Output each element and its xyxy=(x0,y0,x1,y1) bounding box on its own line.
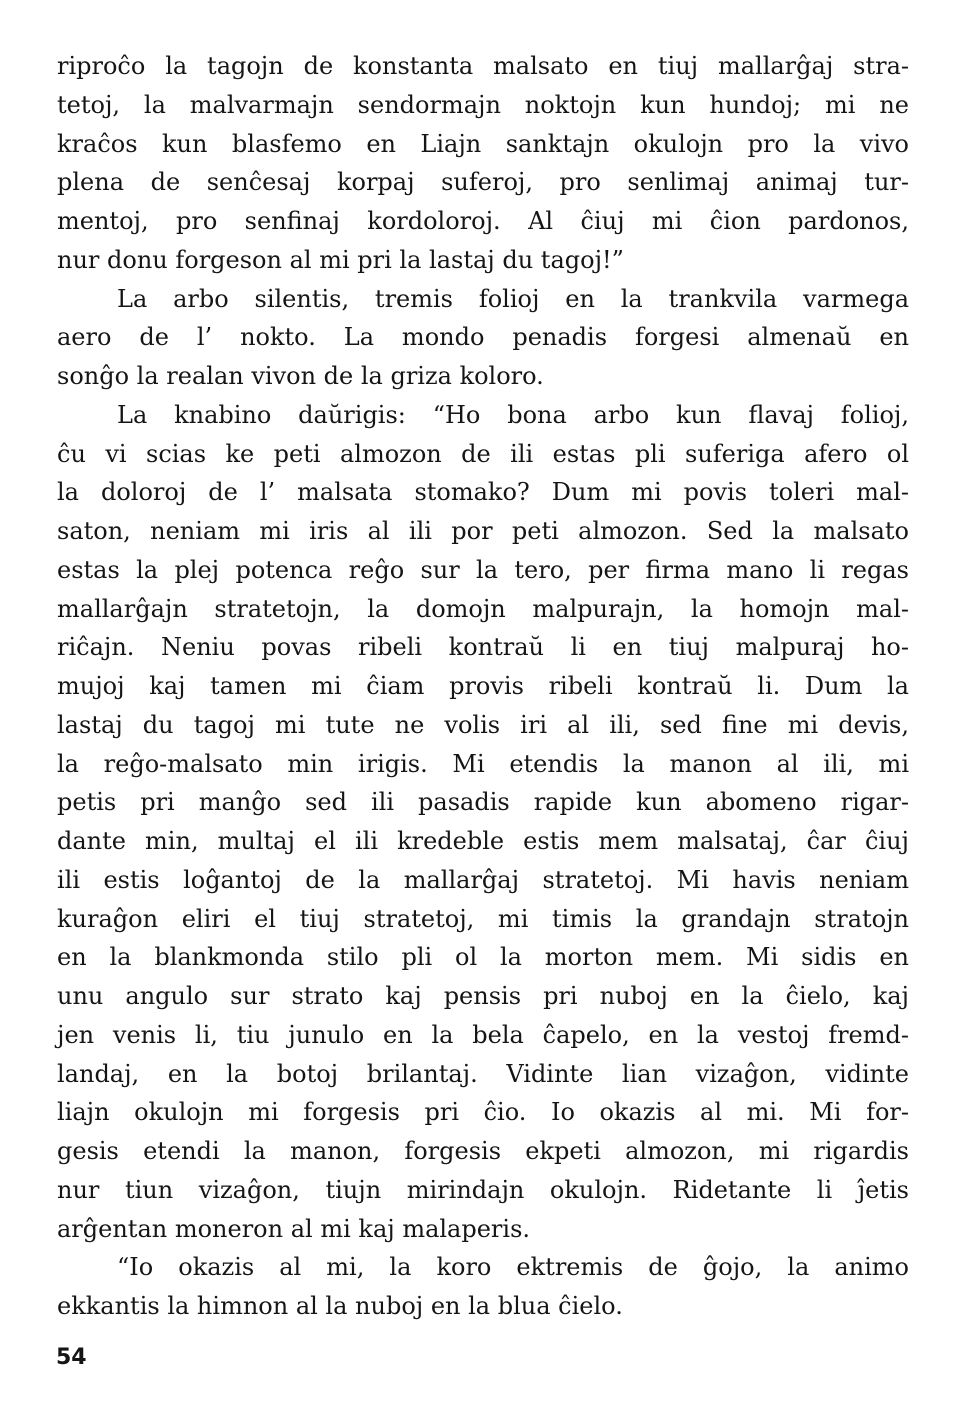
text-line: liajn okulojn mi forgesis pri ĉio. Io okazis al mi. Mi for- xyxy=(57,1098,909,1127)
text-line: ekkantis la himnon al la nuboj en la blua ĉielo. xyxy=(57,1292,623,1320)
text-line: mujoj kaj tamen mi ĉiam provis ribeli kontraŭ li. Dum la xyxy=(57,672,909,700)
text-line: la reĝo-malsato min irigis. Mi etendis la manon al ili, mi xyxy=(57,749,909,778)
text-line: sonĝo la realan vivon de la griza koloro. xyxy=(57,362,544,390)
text-line: riproĉo la tagojn de konstanta malsato en tiuj mallarĝaj stra- xyxy=(57,52,909,80)
text-line: nur tiun vizaĝon, tiujn mirindajn okulojn. Ridetante li ĵetis xyxy=(57,1175,909,1204)
text-line: arĝentan moneron al mi kaj malaperis. xyxy=(57,1214,531,1243)
text-line: gesis etendi la manon, forgesis ekpeti almozon, mi rigardis xyxy=(57,1137,909,1165)
paragraph-first-line: La knabino daŭrigis: “Ho bona arbo kun flavaj folioj, xyxy=(117,400,909,429)
text-line: petis pri manĝo sed ili pasadis rapide kun abomeno rigar- xyxy=(57,788,909,817)
text-line: lastaj du tagoj mi tute ne volis iri al ili, sed fine mi devis, xyxy=(57,710,909,739)
text-line: kraĉos kun blasfemo en Liajn sanktajn okulojn pro la vivo xyxy=(57,129,909,158)
text-line: kuraĝon eliri el tiuj stratetoj, mi timis la grandajn stratojn xyxy=(57,904,909,933)
text-line: mallarĝajn stratetojn, la domojn malpurajn, la homojn mal- xyxy=(57,594,909,623)
text-line: riĉajn. Neniu povas ribeli kontraŭ li en tiuj malpuraj ho- xyxy=(57,633,909,662)
text-line: aero de l’ nokto. La mondo penadis forgesi almenaŭ en xyxy=(57,323,909,352)
body-text xyxy=(57,47,909,1326)
text-line: jen venis li, tiu junulo en la bela ĉapelo, en la vestoj fremd- xyxy=(57,1020,909,1049)
paragraph-first-line: “Io okazis al mi, la koro ektremis de ĝojo, la animo xyxy=(117,1253,909,1282)
text-line: plena de senĉesaj korpaj suferoj, pro senlimaj animaj tur- xyxy=(57,168,909,197)
text-line: la doloroj de l’ malsata stomako? Dum mi povis toleri mal- xyxy=(57,478,909,507)
text-line: estas la plej potenca reĝo sur la tero, per firma mano li regas xyxy=(57,555,909,584)
text-line: en la blankmonda stilo pli ol la morton mem. Mi sidis en xyxy=(57,943,909,972)
paragraph-first-line: La arbo silentis, tremis folioj en la trankvila varmega xyxy=(117,284,909,313)
text-line: mentoj, pro senfinaj kordoloroj. Al ĉiuj mi ĉion pardonos, xyxy=(57,207,909,235)
page-number: 54 xyxy=(56,1345,87,1370)
text-line: nur donu forgeson al mi pri la lastaj du tagoj!” xyxy=(57,245,624,274)
text-line: tetoj, la malvarmajn sendormajn noktojn kun hundoj; mi ne xyxy=(57,90,909,119)
text-line: unu angulo sur strato kaj pensis pri nuboj en la ĉielo, kaj xyxy=(57,982,909,1010)
text-line: ili estis loĝantoj de la mallarĝaj stratetoj. Mi havis neniam xyxy=(57,865,909,894)
text-line: ĉu vi scias ke peti almozon de ili estas pli suferiga afero ol xyxy=(57,439,909,468)
text-line: dante min, multaj el ili kredeble estis mem malsataj, ĉar ĉiuj xyxy=(57,827,909,855)
text-line: saton, neniam mi iris al ili por peti almozon. Sed la malsato xyxy=(57,517,909,545)
text-line: landaj, en la botoj brilantaj. Vidinte lian vizaĝon, vidinte xyxy=(57,1059,909,1088)
